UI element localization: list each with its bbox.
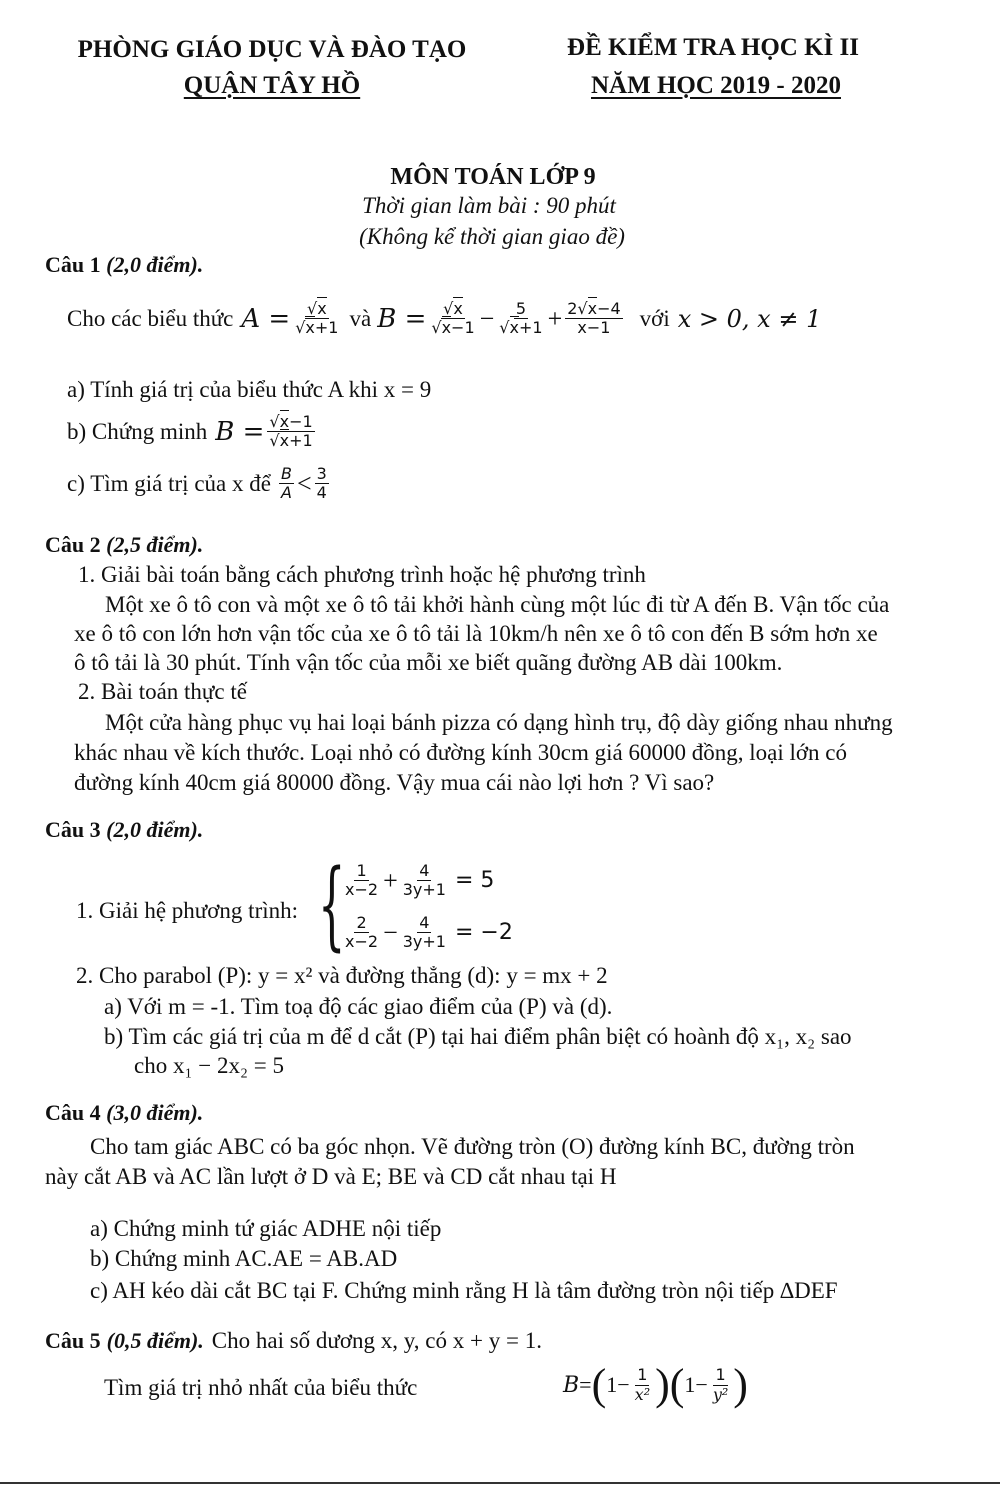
- q1-condition: x > 0, x ≠ 1: [677, 304, 822, 333]
- q3-part-b: b) Tìm các giá trị của m để d cắt (P) tại hai điểm phân biệt có hoành độ x₁, x₂ sao: [104, 1024, 852, 1049]
- q4-line2: này cắt AB và AC lần lượt ở D và E; BE và CD cắt nhau tại H: [45, 1164, 617, 1189]
- q2-item1-title: 1. Giải bài toán bằng cách phương trình hoặc hệ phương trình: [78, 562, 646, 587]
- q2-heading: Câu 2 (2,5 điểm).: [45, 532, 204, 557]
- q1-part-a: a) Tính giá trị của biểu thức A khi x = 9: [67, 377, 432, 402]
- q1-b-fraction: $\frac{√x-1}{√x+1}$: [269, 412, 313, 451]
- q4-part-a: a) Chứng minh tứ giác ADHE nội tiếp: [90, 1216, 442, 1241]
- district-name: QUẬN TÂY HỒ: [183, 72, 361, 99]
- school-year: NĂM HỌC 2019 - 2020: [591, 72, 841, 99]
- q1-heading: Câu 1 (2,0 điểm).: [45, 252, 204, 277]
- q4-heading: Câu 4 (3,0 điểm).: [45, 1100, 204, 1125]
- q3-item2: 2. Cho parabol (P): y = x² và đường thẳng (d): y = mx + 2: [76, 963, 608, 988]
- q2-item2-line3: đường kính 40cm giá 80000 đồng. Vậy mua cái nào lợi hơn ? Vì sao?: [74, 770, 715, 795]
- q1-expressions: Cho các biểu thức A = $\frac{√x}{√x+1}$ và B = $\frac{√x}{√x-1}$ − $\frac{5}{√x+1}$ + $\frac{2√x-4}{x-1}$ với x > 0, x ≠ 1: [67, 299, 822, 338]
- q3-heading: Câu 3 (2,0 điểm).: [45, 817, 204, 842]
- q1-part-c: c) Tìm giá trị của x để $\frac{B}{A}$ < $\frac{3}{4}$: [67, 464, 327, 503]
- q5-text: Cho hai số dương x, y, có x + y = 1.: [211, 1328, 542, 1353]
- q4-line1: Cho tam giác ABC có ba góc nhọn. Vẽ đường tròn (O) đường kính BC, đường tròn: [90, 1134, 855, 1159]
- q2-item2-title: 2. Bài toán thực tế: [78, 679, 247, 704]
- q2-item1-line1: Một xe ô tô con và một xe ô tô tải khởi hành cùng một lúc đi từ A đến B. Vận tốc của: [105, 592, 890, 617]
- q1-part-b: b) Chứng minh B = $\frac{√x-1}{√x+1}$: [67, 412, 313, 451]
- q5-expression: B = ( 1− $\frac{1}{\text{x²}}$ ) ( 1− $\frac{1}{\text{y²}}$ ): [563, 1360, 748, 1409]
- system-equation-2: $\frac{2}{x-2}$ − $\frac{4}{3y+1}$ = −2: [345, 913, 513, 952]
- q1-c-lhs: $\frac{B}{A}$: [280, 464, 292, 503]
- q4-part-b: b) Chứng minh AC.AE = AB.AD: [90, 1246, 398, 1271]
- expr-b-term3: $\frac{2√x-4}{x-1}$: [567, 299, 621, 338]
- q4-part-c: c) AH kéo dài cắt BC tại F. Chứng minh rằng H là tâm đường tròn nội tiếp ∆DEF: [90, 1278, 838, 1303]
- q2-item1-line2: xe ô tô con lớn hơn vận tốc của xe ô tô tải là 10km/h nên xe ô tô con đến B sớm hơn xe: [74, 621, 878, 646]
- q5-heading: Câu 5 (0,5 điểm). Cho hai số dương x, y, có x + y = 1.: [45, 1328, 542, 1353]
- time-limit: Thời gian làm bài : 90 phút: [362, 193, 616, 218]
- q3-part-a: a) Với m = -1. Tìm toạ độ các giao điểm của (P) và (d).: [104, 994, 613, 1019]
- system-equation-1: $\frac{1}{x-2}$ + $\frac{4}{3y+1}$ = 5: [345, 861, 495, 900]
- expr-b-term2: $\frac{5}{√x+1}$: [499, 299, 543, 338]
- q5-line2: Tìm giá trị nhỏ nhất của biểu thức: [104, 1375, 418, 1400]
- q3-part-b-cont: cho x₁ − 2x₂ = 5: [134, 1053, 284, 1078]
- q2-item2-line1: Một cửa hàng phục vụ hai loại bánh pizza có dạng hình trụ, độ dày giống nhau nhưng: [105, 710, 893, 735]
- department-name: PHÒNG GIÁO DỤC VÀ ĐÀO TẠO: [77, 36, 467, 63]
- q1-c-rhs: $\frac{3}{4}$: [316, 464, 327, 503]
- expr-b-term1: $\frac{√x}{√x-1}$: [431, 299, 475, 338]
- system-brace: {: [318, 849, 346, 961]
- q3-item1: 1. Giải hệ phương trình:: [76, 898, 299, 923]
- time-note: (Không kể thời gian giao đề): [359, 224, 625, 249]
- q2-item1-line3: ô tô tải là 30 phút. Tính vận tốc của mỗi xe biết quãng đường AB dài 100km.: [74, 650, 783, 675]
- q2-item2-line2: khác nhau về kích thước. Loại nhỏ có đường kính 30cm giá 60000 đồng, loại lớn có: [74, 740, 847, 765]
- q1-intro: Cho các biểu thức: [67, 305, 234, 331]
- subject-title: MÔN TOÁN LỚP 9: [390, 164, 596, 190]
- bottom-border-line: [0, 1482, 1000, 1484]
- expr-a-fraction: $\frac{√x}{√x+1}$: [295, 299, 339, 338]
- exam-title: ĐỀ KIỂM TRA HỌC KÌ II: [567, 34, 859, 61]
